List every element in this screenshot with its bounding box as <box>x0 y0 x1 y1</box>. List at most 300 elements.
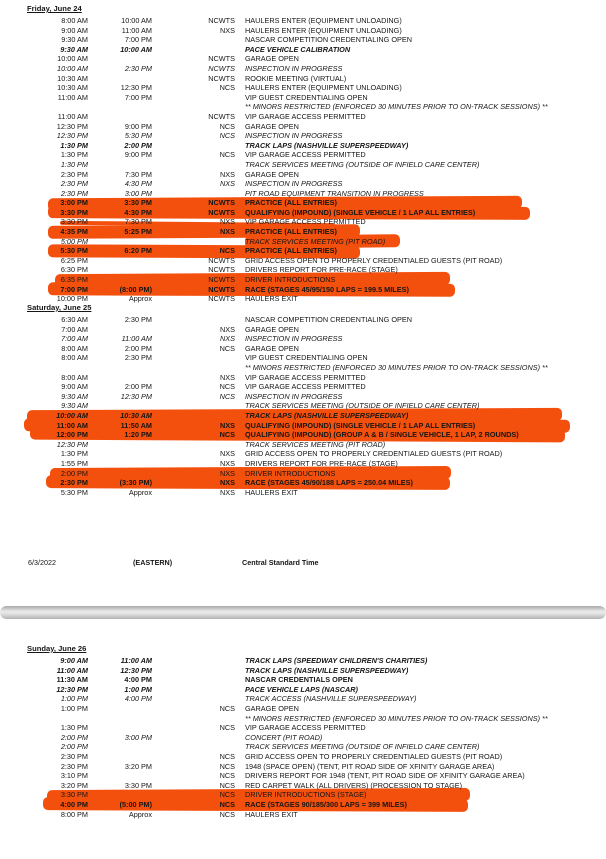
start-time-cell: 12:30 PM <box>56 121 88 131</box>
start-time-cell: 12:00 PM <box>56 430 88 440</box>
start-time-cell: 11:00 AM <box>56 665 88 675</box>
schedule-row <box>0 723 606 733</box>
start-time-cell: 4:00 PM <box>60 799 88 809</box>
description-cell: RACE (STAGES 45/90/188 LAPS = 250.04 MILES) <box>245 478 413 488</box>
start-time-cell: 8:00 AM <box>61 343 88 353</box>
series-cell: NCS <box>219 799 235 809</box>
description-cell: GARAGE OPEN <box>245 703 299 713</box>
description-cell: HAULERS EXIT <box>245 809 298 819</box>
series-cell <box>152 440 235 450</box>
description-cell: INSPECTION IN PROGRESS <box>245 179 343 189</box>
end-time-cell: 2:30 PM <box>124 315 152 324</box>
description-cell: DRIVERS REPORT FOR 1948 (TENT, PIT ROAD SIDE OF XFINITY GARAGE AREA) <box>245 771 525 781</box>
end-time-cell: 11:00 AM <box>121 334 152 344</box>
schedule-row <box>0 790 606 800</box>
start-time-cell: 9:00 AM <box>60 656 88 665</box>
description-cell: GARAGE OPEN <box>245 169 299 179</box>
end-time-cell: 2:00 PM <box>124 140 152 150</box>
series-cell: NXS <box>219 468 235 478</box>
start-time-cell: 6:30 PM <box>60 265 88 275</box>
end-time-cell: 4:30 PM <box>124 179 152 189</box>
schedule-row <box>0 733 606 743</box>
end-time-cell <box>88 265 152 275</box>
schedule-row <box>0 131 606 141</box>
start-time-cell: 9:30 AM <box>61 401 88 411</box>
end-time-cell: 1:00 PM <box>124 684 152 694</box>
description-cell: INSPECTION IN PROGRESS <box>245 391 343 401</box>
schedule-row <box>0 237 606 247</box>
day-header: Sunday, June 26 <box>27 644 87 653</box>
start-time-cell: 3:10 PM <box>60 771 88 781</box>
description-cell: ** MINORS RESTRICTED (ENFORCED 30 MINUTES PRIOR TO ON-TRACK SESSIONS) ** <box>245 362 548 372</box>
series-cell <box>152 141 235 151</box>
series-cell <box>152 237 235 247</box>
series-cell: NCWTS <box>208 63 235 73</box>
description-cell: GRID ACCESS OPEN TO PROPERLY CREDENTIALED GUESTS (PIT ROAD) <box>245 751 503 761</box>
schedule-row <box>0 810 606 820</box>
end-time-cell: 2:00 PM <box>124 382 152 392</box>
description-cell: INSPECTION IN PROGRESS <box>245 63 343 73</box>
description-cell: TRACK LAPS (NASHVILLE SUPERSPEEDWAY) <box>245 410 409 420</box>
schedule-row <box>0 170 606 180</box>
start-time-cell: 11:30 AM <box>56 675 88 685</box>
series-cell: NCS <box>219 751 235 761</box>
description-cell: INSPECTION IN PROGRESS <box>245 131 343 141</box>
schedule-row <box>0 353 606 363</box>
end-time-cell: Approx <box>128 809 152 819</box>
series-cell: NCS <box>219 723 235 733</box>
start-time-cell: 5:00 PM <box>60 236 88 246</box>
day-header: Friday, June 24 <box>27 4 82 13</box>
description-cell: 1948 (SPACE OPEN) (TENT, PIT ROAD SIDE OF XFINITY GARAGE AREA) <box>245 761 495 771</box>
series-cell: NCWTS <box>208 207 235 217</box>
description-cell: RACE (STAGES 45/95/150 LAPS = 199.5 MILES) <box>245 284 409 294</box>
start-time-cell: 2:00 PM <box>60 742 88 752</box>
start-time-cell: 1:30 PM <box>60 449 88 459</box>
series-cell: NCS <box>219 790 235 800</box>
series-cell: NXS <box>219 217 235 227</box>
series-cell <box>152 363 235 373</box>
end-time-cell: 3:30 PM <box>124 780 152 790</box>
description-cell: PRACTICE (ALL ENTRIES) <box>245 227 337 237</box>
end-time-cell: 12:30 PM <box>120 83 152 93</box>
description-cell: HAULERS ENTER (EQUIPMENT UNLOADING) <box>245 83 402 93</box>
section-friday <box>0 3 606 304</box>
end-time-cell: (5:00 PM) <box>119 799 152 809</box>
series-cell: NCWTS <box>208 294 235 304</box>
series-cell: NCWTS <box>208 73 235 83</box>
start-time-cell: 3:00 PM <box>60 198 88 208</box>
description-cell: TRACK SERVICES MEETING (OUTSIDE OF INFIELD CARE CENTER) <box>245 742 480 752</box>
schedule-row <box>0 421 606 431</box>
series-cell: NCS <box>219 761 235 771</box>
start-time-cell: 9:00 AM <box>61 382 88 392</box>
description-cell: GARAGE OPEN <box>245 54 299 64</box>
start-time-cell: 1:00 PM <box>60 694 88 704</box>
start-time-cell: 6:30 AM <box>61 315 88 324</box>
page-divider <box>0 606 606 619</box>
series-cell: NXS <box>219 372 235 382</box>
start-time-cell: 3:30 PM <box>60 207 88 217</box>
end-time-cell <box>88 742 152 752</box>
series-cell: NCS <box>219 343 235 353</box>
end-time-cell: 12:30 PM <box>120 665 152 675</box>
end-time-cell: 11:50 AM <box>120 420 152 430</box>
description-cell: TRACK SERVICES MEETING (OUTSIDE OF INFIELD CARE CENTER) <box>245 401 480 411</box>
series-cell: NXS <box>219 420 235 430</box>
schedule-row <box>0 179 606 189</box>
series-cell: NCWTS <box>208 284 235 294</box>
section-saturday <box>0 302 606 497</box>
description-cell: RED CARPET WALK (ALL DRIVERS) (PROCESSION TO STAGE) <box>245 780 463 790</box>
start-time-cell: 9:30 AM <box>60 44 88 54</box>
start-time-cell: 2:00 PM <box>60 732 88 742</box>
start-time-cell: 5:30 PM <box>60 246 88 256</box>
schedule-row <box>0 112 606 122</box>
start-time-cell <box>0 102 88 112</box>
schedule-row <box>0 675 606 685</box>
start-time-cell: 2:00 PM <box>60 468 88 478</box>
start-time-cell: 11:00 AM <box>56 420 88 430</box>
end-time-cell: 11:00 AM <box>121 25 152 35</box>
schedule-row <box>0 141 606 151</box>
series-cell: NCS <box>219 382 235 392</box>
description-cell: DRIVER INTRODUCTIONS (STAGE) <box>245 790 367 800</box>
start-time-cell: 10:30 AM <box>57 73 88 83</box>
series-cell <box>152 102 235 112</box>
end-time-cell <box>88 723 152 733</box>
schedule-row <box>0 382 606 392</box>
schedule-row <box>0 315 606 325</box>
schedule-row <box>0 704 606 714</box>
start-time-cell: 11:00 AM <box>57 111 88 121</box>
series-cell: NCS <box>219 809 235 819</box>
series-cell <box>152 733 235 743</box>
description-cell: HAULERS ENTER (EQUIPMENT UNLOADING) <box>245 16 402 25</box>
series-cell: NCWTS <box>208 255 235 265</box>
schedule-row <box>0 742 606 752</box>
series-cell: NCS <box>219 246 235 256</box>
start-time-cell: 8:00 PM <box>60 809 88 819</box>
schedule-row <box>0 64 606 74</box>
schedule-row <box>0 781 606 791</box>
end-time-cell: 2:30 PM <box>124 63 152 73</box>
series-cell <box>152 353 235 363</box>
start-time-cell: 6:25 PM <box>60 255 88 265</box>
end-time-cell: 2:00 PM <box>124 343 152 353</box>
schedule-row <box>0 285 606 295</box>
footer-timezone: Central Standard Time <box>242 558 319 567</box>
description-cell: TRACK SERVICES MEETING (OUTSIDE OF INFIELD CARE CENTER) <box>245 159 480 169</box>
series-cell: NXS <box>219 169 235 179</box>
start-time-cell <box>0 363 88 373</box>
series-cell <box>152 666 235 676</box>
start-time-cell: 6:35 PM <box>60 275 88 285</box>
description-cell: HAULERS ENTER (EQUIPMENT UNLOADING) <box>245 25 402 35</box>
end-time-cell <box>88 790 152 800</box>
end-time-cell <box>88 401 152 411</box>
end-time-cell: 10:30 AM <box>120 410 152 420</box>
start-time-cell: 1:30 PM <box>60 150 88 160</box>
start-time-cell: 10:00 AM <box>57 54 88 64</box>
schedule-row <box>0 198 606 208</box>
description-cell: VIP GUEST CREDENTIALING OPEN <box>245 353 368 363</box>
schedule-row <box>0 363 606 373</box>
description-cell: PIT ROAD EQUIPMENT TRANSITION IN PROGRESS <box>245 188 424 198</box>
series-cell: NCS <box>219 430 235 440</box>
series-cell: NCS <box>219 131 235 141</box>
start-time-cell: 10:00 PM <box>56 294 88 304</box>
description-cell: VIP GARAGE ACCESS PERMITTED <box>245 723 366 733</box>
start-time-cell: 1:30 PM <box>60 159 88 169</box>
start-time-cell: 3:30 PM <box>60 217 88 227</box>
start-time-cell: 7:00 PM <box>60 284 88 294</box>
start-time-cell: 9:30 AM <box>61 35 88 45</box>
start-time-cell: 8:00 AM <box>61 372 88 382</box>
end-time-cell: 6:20 PM <box>124 246 152 256</box>
description-cell: VIP GARAGE ACCESS PERMITTED <box>245 382 366 392</box>
description-cell: ROOKIE MEETING (VIRTUAL) <box>245 73 347 83</box>
series-cell: NCS <box>219 780 235 790</box>
end-time-cell <box>88 449 152 459</box>
description-cell: TRACK ACCESS (NASHVILLE SUPERSPEEDWAY) <box>245 694 417 704</box>
start-time-cell: 3:30 PM <box>60 790 88 800</box>
start-time-cell: 1:30 PM <box>60 140 88 150</box>
start-time-cell: 8:00 AM <box>61 353 88 363</box>
series-cell: NCS <box>219 391 235 401</box>
description-cell: PACE VEHICLE CALIBRATION <box>245 44 351 54</box>
description-cell: VIP GARAGE ACCESS PERMITTED <box>245 150 366 160</box>
end-time-cell <box>88 440 152 450</box>
series-cell <box>152 742 235 752</box>
start-time-cell: 2:30 PM <box>60 188 88 198</box>
series-cell: NCWTS <box>208 54 235 64</box>
description-cell: RACE (STAGES 90/185/300 LAPS = 399 MILES) <box>245 799 407 809</box>
schedule-row <box>0 246 606 256</box>
schedule-row <box>0 440 606 450</box>
start-time-cell: 11:00 AM <box>57 92 88 102</box>
schedule-row <box>0 256 606 266</box>
series-cell: NXS <box>219 25 235 35</box>
series-cell: NXS <box>219 458 235 468</box>
start-time-cell: 7:00 AM <box>61 334 88 344</box>
schedule-row <box>0 800 606 810</box>
schedule-row <box>0 93 606 103</box>
description-cell: DRIVERS REPORT FOR PRE-RACE (STAGE) <box>245 265 398 275</box>
series-cell: NXS <box>219 487 235 497</box>
start-time-cell: 12:30 PM <box>56 439 88 449</box>
start-time-cell: 5:30 PM <box>60 487 88 497</box>
schedule-rows <box>0 16 606 304</box>
series-cell <box>152 315 235 325</box>
series-cell <box>152 411 235 421</box>
end-time-cell: 3:00 PM <box>124 188 152 198</box>
schedule-row <box>0 344 606 354</box>
description-cell: VIP GUEST CREDENTIALING OPEN <box>245 92 368 102</box>
start-time-cell: 9:30 AM <box>61 391 88 401</box>
series-cell <box>152 656 235 666</box>
end-time-cell <box>88 373 152 383</box>
series-cell <box>152 714 235 724</box>
schedule-row <box>0 762 606 772</box>
description-cell: HAULERS EXIT <box>245 294 298 304</box>
end-time-cell <box>88 714 152 724</box>
description-cell: GARAGE OPEN <box>245 343 299 353</box>
description-cell: NASCAR COMPETITION CREDENTIALING OPEN <box>245 35 413 45</box>
schedule-row <box>0 666 606 676</box>
series-cell: NXS <box>219 324 235 334</box>
start-time-cell: 1:55 PM <box>60 458 88 468</box>
start-time-cell: 7:00 AM <box>61 324 88 334</box>
start-time-cell: 12:30 PM <box>56 684 88 694</box>
description-cell: DRIVER INTRODUCTIONS <box>245 275 336 285</box>
end-time-cell <box>88 74 152 84</box>
end-time-cell: 10:00 AM <box>120 44 152 54</box>
series-cell <box>152 160 235 170</box>
schedule-row <box>0 430 606 440</box>
schedule-row <box>0 449 606 459</box>
description-cell: TRACK SERVICES MEETING (PIT ROAD) <box>245 236 386 246</box>
description-cell: TRACK LAPS (NASHVILLE SUPERSPEEDWAY) <box>245 140 409 150</box>
description-cell: TRACK LAPS (SPEEDWAY CHILDREN'S CHARITIES) <box>245 656 428 665</box>
end-time-cell <box>88 54 152 64</box>
description-cell: ** MINORS RESTRICTED (ENFORCED 30 MINUTES PRIOR TO ON-TRACK SESSIONS) ** <box>245 102 548 112</box>
schedule-row <box>0 122 606 132</box>
description-cell: VIP GARAGE ACCESS PERMITTED <box>245 372 366 382</box>
schedule-row <box>0 227 606 237</box>
schedule-row <box>0 334 606 344</box>
description-cell: VIP GARAGE ACCESS PERMITTED <box>245 111 366 121</box>
start-time-cell: 3:20 PM <box>60 780 88 790</box>
description-cell: GRID ACCESS OPEN TO PROPERLY CREDENTIALED GUESTS (PIT ROAD) <box>245 449 503 459</box>
schedule-row <box>0 160 606 170</box>
end-time-cell <box>88 459 152 469</box>
series-cell: NCWTS <box>208 16 235 25</box>
page-footer <box>0 558 606 570</box>
description-cell: QUALIFYING (IMPOUND) (GROUP A & B / SINGLE VEHICLE, 1 LAP, 2 ROUNDS) <box>245 430 519 440</box>
schedule-row <box>0 45 606 55</box>
schedule-row <box>0 208 606 218</box>
series-cell: NXS <box>219 334 235 344</box>
description-cell: NASCAR CREDENTIALS OPEN <box>245 675 353 685</box>
schedule-row <box>0 54 606 64</box>
end-time-cell: 5:30 PM <box>124 131 152 141</box>
schedule-row <box>0 35 606 45</box>
start-time-cell: 4:35 PM <box>60 227 88 237</box>
description-cell: NASCAR COMPETITION CREDENTIALING OPEN <box>245 315 413 324</box>
day-header: Saturday, June 25 <box>27 303 92 312</box>
end-time-cell: 11:00 AM <box>120 656 152 665</box>
series-cell: NXS <box>219 227 235 237</box>
end-time-cell <box>88 237 152 247</box>
series-cell: NCWTS <box>208 198 235 208</box>
series-cell <box>152 35 235 45</box>
section-sunday <box>0 643 606 819</box>
end-time-cell <box>88 256 152 266</box>
start-time-cell: 10:00 AM <box>56 410 88 420</box>
schedule-row <box>0 74 606 84</box>
description-cell: PRACTICE (ALL ENTRIES) <box>245 246 337 256</box>
schedule-rows <box>0 315 606 497</box>
footer-date: 6/3/2022 <box>28 558 56 567</box>
schedule-row <box>0 26 606 36</box>
schedule-row <box>0 189 606 199</box>
schedule-row <box>0 325 606 335</box>
footer-zone-label: (EASTERN) <box>133 558 173 567</box>
start-time-cell: 10:30 AM <box>57 83 88 93</box>
end-time-cell: 1:20 PM <box>124 430 152 440</box>
description-cell: HAULERS EXIT <box>245 487 298 497</box>
schedule-row <box>0 275 606 285</box>
schedule-row <box>0 685 606 695</box>
description-cell: CONCERT (PIT ROAD) <box>245 732 323 742</box>
end-time-cell <box>88 112 152 122</box>
start-time-cell: 2:30 PM <box>60 751 88 761</box>
schedule-row <box>0 478 606 488</box>
start-time-cell: 2:30 PM <box>60 761 88 771</box>
end-time-cell <box>88 469 152 479</box>
schedule-row <box>0 488 606 498</box>
series-cell: NCWTS <box>208 275 235 285</box>
description-cell: QUALIFYING (IMPOUND) (SINGLE VEHICLE / 1 LAP ALL ENTRIES) <box>245 420 476 430</box>
schedule-row <box>0 411 606 421</box>
series-cell: NCWTS <box>208 265 235 275</box>
schedule-row <box>0 469 606 479</box>
end-time-cell: 7:30 PM <box>124 217 152 227</box>
end-time-cell: 5:25 PM <box>124 227 152 237</box>
start-time-cell <box>0 714 88 724</box>
description-cell: INSPECTION IN PROGRESS <box>245 334 343 344</box>
series-cell: NXS <box>219 179 235 189</box>
series-cell: NCS <box>219 121 235 131</box>
series-cell: NCS <box>219 703 235 713</box>
schedule-row <box>0 16 606 26</box>
start-time-cell: 2:30 PM <box>60 169 88 179</box>
description-cell: DRIVERS REPORT FOR PRE-RACE (STAGE) <box>245 458 398 468</box>
schedule-row <box>0 373 606 383</box>
schedule-row <box>0 401 606 411</box>
series-cell <box>152 675 235 685</box>
schedule-row <box>0 265 606 275</box>
description-cell: PRACTICE (ALL ENTRIES) <box>245 198 337 208</box>
description-cell: QUALIFYING (IMPOUND) (SINGLE VEHICLE / 1 LAP ALL ENTRIES) <box>245 207 476 217</box>
schedule-row <box>0 392 606 402</box>
end-time-cell: 7:00 PM <box>124 92 152 102</box>
end-time-cell <box>88 771 152 781</box>
end-time-cell: 3:30 PM <box>124 198 152 208</box>
schedule-row <box>0 459 606 469</box>
series-cell: NCWTS <box>208 111 235 121</box>
end-time-cell: Approx <box>128 294 152 304</box>
description-cell: GRID ACCESS OPEN TO PROPERLY CREDENTIALED GUESTS (PIT ROAD) <box>245 255 503 265</box>
end-time-cell <box>88 363 152 373</box>
series-cell: NXS <box>219 449 235 459</box>
start-time-cell: 1:30 PM <box>60 723 88 733</box>
end-time-cell: 3:00 PM <box>124 732 152 742</box>
end-time-cell: 7:30 PM <box>124 169 152 179</box>
end-time-cell <box>88 325 152 335</box>
schedule-row <box>0 694 606 704</box>
end-time-cell <box>88 752 152 762</box>
end-time-cell: 3:20 PM <box>124 761 152 771</box>
end-time-cell <box>88 704 152 714</box>
schedule-row <box>0 714 606 724</box>
end-time-cell: 4:00 PM <box>124 694 152 704</box>
end-time-cell: 4:00 PM <box>124 675 152 685</box>
end-time-cell: 9:00 PM <box>124 121 152 131</box>
start-time-cell: 8:00 AM <box>61 16 88 25</box>
end-time-cell: Approx <box>128 487 152 497</box>
